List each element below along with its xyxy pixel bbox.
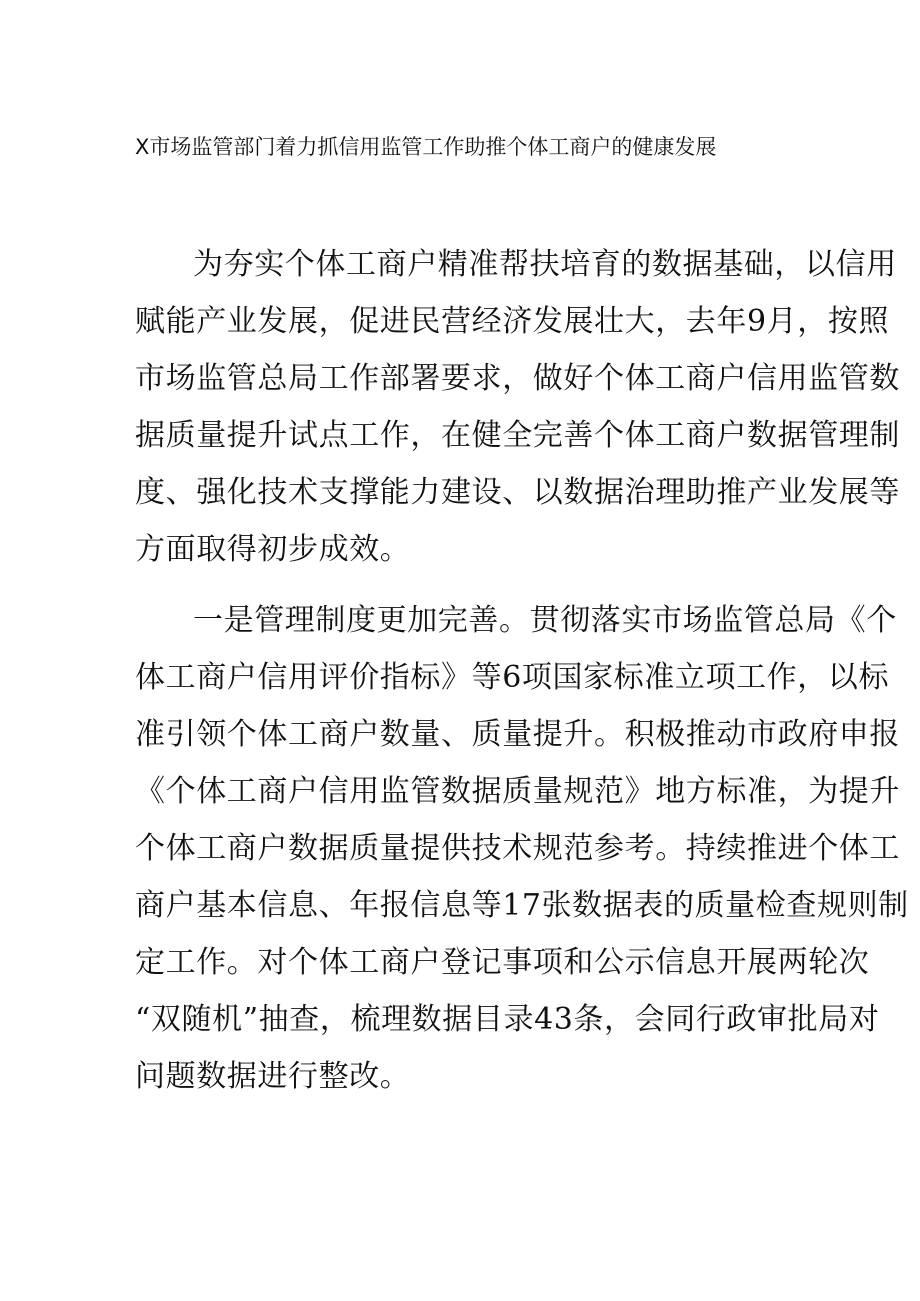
paragraph-1-line-2: 赋能产业发展，促进民营经济发展壮大，去年9月，按照 bbox=[135, 304, 890, 339]
paragraph-1-line-1: 为夯实个体工商户精准帮扶培育的数据基础，以信用 bbox=[193, 247, 897, 282]
paragraph-2-line-5: 个体工商户数据质量提供技术规范参考。持续推进个体工 bbox=[135, 831, 900, 866]
paragraph-1-line-6: 方面取得初步成效。 bbox=[135, 532, 411, 567]
document-title: X市场监管部门着力抓信用监管工作助推个体工商户的健康发展 bbox=[135, 135, 717, 159]
paragraph-2-line-2: 体工商户信用评价指标》等6项国家标准立项工作，以标 bbox=[135, 660, 890, 695]
paragraph-1-line-3: 市场监管总局工作部署要求，做好个体工商户信用监管数 bbox=[135, 361, 900, 396]
paragraph-2-line-7: 定工作。对个体工商户登记事项和公示信息开展两轮次 bbox=[135, 945, 870, 980]
paragraph-2-line-9: 问题数据进行整改。 bbox=[135, 1059, 411, 1094]
paragraph-1-line-5: 度、强化技术支撑能力建设、以数据治理助推产业发展等 bbox=[135, 475, 900, 510]
paragraph-2-line-6: 商户基本信息、年报信息等17张数据表的质量检查规则制 bbox=[135, 888, 909, 923]
paragraph-2-line-1: 一是管理制度更加完善。贯彻落实市场监管总局《个 bbox=[193, 603, 897, 638]
paragraph-2-line-3: 准引领个体工商户数量、质量提升。积极推动市政府申报 bbox=[135, 717, 900, 752]
paragraph-1-line-4: 据质量提升试点工作，在健全完善个体工商户数据管理制 bbox=[135, 418, 900, 453]
paragraph-2-line-4: 《个体工商户信用监管数据质量规范》地方标准，为提升 bbox=[135, 774, 900, 809]
paragraph-2-line-8: “双随机”抽查，梳理数据目录43条，会同行政审批局对 bbox=[135, 1002, 880, 1037]
